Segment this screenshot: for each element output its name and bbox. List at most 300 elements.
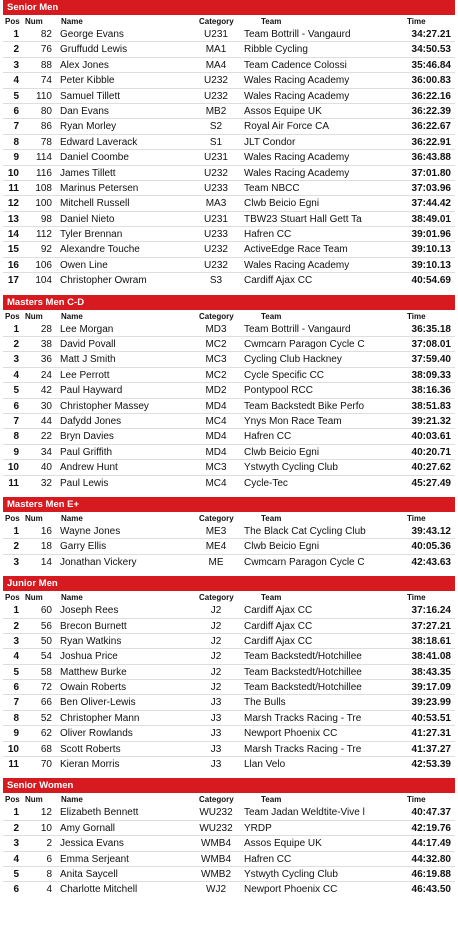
cell-team: Hafren CC <box>244 229 292 241</box>
cell-time: 34:50.53 <box>411 44 451 56</box>
cell-num: 6 <box>46 853 52 865</box>
cell-name: Ryan Watkins <box>60 635 122 647</box>
cell-name: Joseph Rees <box>60 605 119 617</box>
cell-category: J2 <box>210 635 222 647</box>
cell-category: MC3 <box>205 462 227 474</box>
cell-num: 60 <box>40 605 52 617</box>
column-header-name: Name <box>61 513 83 523</box>
cell-time: 35:46.84 <box>411 59 451 71</box>
cell-category: S3 <box>209 275 223 287</box>
column-header-category: Category <box>199 593 234 603</box>
cell-team: Pontypool RCC <box>244 385 313 397</box>
result-row <box>3 181 455 196</box>
cell-pos: 5 <box>13 666 19 678</box>
cell-team: Cardiff Ajax CC <box>244 620 313 632</box>
result-row <box>3 135 455 150</box>
cell-name: Lee Morgan <box>60 323 114 335</box>
result-row <box>3 42 455 57</box>
cell-pos: 4 <box>13 75 19 87</box>
cell-time: 40:53.51 <box>411 712 451 724</box>
cell-num: 38 <box>40 339 52 351</box>
cell-team: Wales Racing Academy <box>244 167 350 179</box>
column-header-num: Num <box>25 311 43 321</box>
cell-num: 52 <box>40 712 52 724</box>
section-title: Masters Men E+ <box>3 497 455 512</box>
cell-time: 36:22.67 <box>411 121 451 133</box>
column-header-num: Num <box>25 513 43 523</box>
cell-time: 37:01.80 <box>411 167 451 179</box>
result-row <box>3 166 455 181</box>
cell-name: Bryn Davies <box>60 431 114 443</box>
cell-time: 38:18.61 <box>411 635 451 647</box>
column-header-team: Team <box>261 311 282 321</box>
cell-time: 39:10.13 <box>411 259 451 271</box>
cell-pos: 2 <box>13 620 19 632</box>
cell-team: Team Backstedt/Hotchillee <box>244 682 362 694</box>
cell-pos: 3 <box>13 354 19 366</box>
cell-name: Lee Perrott <box>60 369 110 381</box>
cell-pos: 6 <box>13 884 19 896</box>
cell-pos: 3 <box>13 838 19 850</box>
cell-num: 22 <box>40 431 52 443</box>
cell-name: Marinus Petersen <box>60 182 139 194</box>
cell-pos: 6 <box>13 400 19 412</box>
cell-name: Amy Gornall <box>60 822 116 834</box>
cell-team: Cycling Club Hackney <box>244 354 342 366</box>
cell-category: ME4 <box>205 541 227 553</box>
section-title: Senior Men <box>3 0 455 15</box>
cell-time: 36:35.18 <box>411 323 451 335</box>
cell-team: JLT Condor <box>244 136 296 148</box>
cell-num: 16 <box>40 525 52 537</box>
cell-name: Matthew Burke <box>60 666 127 678</box>
cell-category: S2 <box>209 121 223 133</box>
cell-name: Jonathan Vickery <box>60 556 137 568</box>
cell-num: 74 <box>40 75 52 87</box>
cell-time: 42:43.63 <box>411 556 451 568</box>
cell-time: 44:17.49 <box>411 838 451 850</box>
cell-team: Llan Velo <box>244 759 286 771</box>
cell-time: 46:43.50 <box>411 884 451 896</box>
column-header-pos: Pos <box>5 17 20 26</box>
result-row <box>3 119 455 134</box>
cell-time: 37:16.24 <box>411 605 451 617</box>
column-header-row <box>3 793 455 805</box>
result-row <box>3 460 455 475</box>
cell-name: Ryan Morley <box>60 121 117 133</box>
cell-time: 37:08.01 <box>411 339 451 351</box>
result-row <box>3 337 455 352</box>
cell-time: 41:27.31 <box>411 728 451 740</box>
cell-category: MD4 <box>205 400 227 412</box>
cell-pos: 9 <box>13 728 19 740</box>
cell-time: 46:19.88 <box>411 868 451 880</box>
cell-num: 4 <box>46 884 52 896</box>
cell-name: Charlotte Mitchell <box>60 884 138 896</box>
cell-category: U233 <box>204 229 228 241</box>
cell-time: 40:03.61 <box>411 431 451 443</box>
cell-pos: 7 <box>13 697 19 709</box>
cell-name: Elizabeth Bennett <box>60 807 139 819</box>
results-sheet <box>3 0 455 898</box>
cell-pos: 5 <box>13 90 19 102</box>
column-header-time: Time <box>407 311 426 321</box>
cell-time: 37:59.40 <box>411 354 451 366</box>
result-row <box>3 196 455 211</box>
cell-name: Christopher Massey <box>60 400 149 412</box>
result-row <box>3 757 455 772</box>
cell-pos: 4 <box>13 651 19 663</box>
result-row <box>3 429 455 444</box>
cell-pos: 8 <box>13 712 19 724</box>
cell-category: J3 <box>210 697 222 709</box>
cell-category: MC4 <box>205 477 227 489</box>
cell-category: MD4 <box>205 431 227 443</box>
cell-time: 39:21.32 <box>411 415 451 427</box>
cell-team: Marsh Tracks Racing - Tre <box>244 743 362 755</box>
result-row <box>3 555 455 570</box>
cell-category: U232 <box>204 90 228 102</box>
cell-category: U232 <box>204 167 228 179</box>
cell-team: Clwb Beicio Egni <box>244 446 320 458</box>
cell-name: Anita Saycell <box>60 868 118 880</box>
column-header-name: Name <box>61 593 83 603</box>
result-row <box>3 399 455 414</box>
cell-team: Ynys Mon Race Team <box>244 415 342 427</box>
column-header-category: Category <box>199 17 234 26</box>
cell-pos: 1 <box>13 525 19 537</box>
cell-num: 114 <box>36 152 52 164</box>
cell-num: 12 <box>40 807 52 819</box>
results-section <box>3 497 455 570</box>
result-row <box>3 603 455 618</box>
cell-pos: 10 <box>7 167 19 179</box>
cell-num: 56 <box>40 620 52 632</box>
results-section <box>3 295 455 491</box>
cell-num: 10 <box>40 822 52 834</box>
cell-name: Gruffudd Lewis <box>60 44 128 56</box>
cell-num: 62 <box>40 728 52 740</box>
cell-pos: 3 <box>13 59 19 71</box>
cell-name: Paul Lewis <box>60 477 109 489</box>
cell-pos: 3 <box>13 556 19 568</box>
cell-name: Alex Jones <box>60 59 109 71</box>
cell-team: The Black Cat Cycling Club <box>244 525 366 537</box>
column-header-row <box>3 15 455 27</box>
cell-team: Team Backstedt/Hotchillee <box>244 651 362 663</box>
cell-pos: 4 <box>13 853 19 865</box>
cell-category: S1 <box>209 136 223 148</box>
column-header-category: Category <box>199 513 234 523</box>
cell-team: Wales Racing Academy <box>244 259 350 271</box>
cell-num: 116 <box>36 167 52 179</box>
cell-team: Wales Racing Academy <box>244 152 350 164</box>
cell-pos: 5 <box>13 868 19 880</box>
column-header-team: Team <box>261 513 282 523</box>
cell-pos: 7 <box>13 415 19 427</box>
cell-name: Alexandre Touche <box>60 244 140 256</box>
cell-category: MA3 <box>205 198 227 210</box>
cell-num: 44 <box>40 415 52 427</box>
cell-team: Wales Racing Academy <box>244 75 350 87</box>
section-title: Masters Men C-D <box>3 295 455 310</box>
cell-name: Jessica Evans <box>60 838 124 850</box>
result-row <box>3 852 455 867</box>
column-header-time: Time <box>407 795 426 805</box>
cell-category: WJ2 <box>206 884 226 896</box>
cell-time: 36:00.83 <box>411 75 451 87</box>
cell-num: 100 <box>35 198 52 210</box>
section-title: Junior Men <box>3 576 455 591</box>
cell-num: 98 <box>40 213 52 225</box>
cell-pos: 2 <box>13 44 19 56</box>
cell-name: Owen Line <box>60 259 108 271</box>
result-row <box>3 273 455 288</box>
column-header-num: Num <box>25 795 43 805</box>
cell-name: Matt J Smith <box>60 354 116 366</box>
cell-team: Assos Equipe UK <box>244 838 322 850</box>
result-row <box>3 695 455 710</box>
cell-category: MD4 <box>205 446 227 458</box>
result-row <box>3 58 455 73</box>
results-section <box>3 576 455 772</box>
cell-num: 50 <box>40 635 52 647</box>
cell-num: 106 <box>35 259 52 271</box>
cell-team: Cardiff Ajax CC <box>244 275 313 287</box>
column-header-name: Name <box>61 311 83 321</box>
result-row <box>3 524 455 539</box>
cell-category: MC2 <box>205 339 227 351</box>
column-header-row <box>3 310 455 322</box>
cell-category: MD3 <box>205 323 227 335</box>
cell-category: J2 <box>210 605 222 617</box>
cell-pos: 14 <box>7 229 19 241</box>
cell-time: 39:43.12 <box>411 525 451 537</box>
result-row <box>3 73 455 88</box>
result-row <box>3 445 455 460</box>
cell-category: WU232 <box>199 807 233 819</box>
cell-pos: 11 <box>8 182 19 194</box>
cell-num: 72 <box>40 682 52 694</box>
cell-name: Dan Evans <box>60 105 109 117</box>
cell-time: 39:01.96 <box>411 229 451 241</box>
cell-name: Edward Laverack <box>60 136 138 148</box>
result-row <box>3 27 455 42</box>
cell-name: Paul Hayward <box>60 385 123 397</box>
cell-name: Joshua Price <box>60 651 118 663</box>
cell-category: J3 <box>210 728 222 740</box>
result-row <box>3 368 455 383</box>
cell-time: 37:03.96 <box>411 182 451 194</box>
cell-team: Cycle Specific CC <box>244 369 325 381</box>
cell-time: 34:27.21 <box>411 29 451 40</box>
cell-team: TBW23 Stuart Hall Gett Ta <box>244 213 362 225</box>
column-header-team: Team <box>261 795 282 805</box>
cell-num: 70 <box>40 759 52 771</box>
cell-pos: 16 <box>7 259 19 271</box>
cell-team: Clwb Beicio Egni <box>244 198 320 210</box>
cell-category: U232 <box>204 259 228 271</box>
cell-num: 58 <box>40 666 52 678</box>
cell-time: 37:44.42 <box>411 198 451 210</box>
cell-pos: 2 <box>13 339 19 351</box>
column-header-pos: Pos <box>5 593 20 603</box>
cell-category: U231 <box>204 29 228 40</box>
result-row <box>3 322 455 337</box>
cell-category: ME3 <box>205 525 227 537</box>
cell-num: 28 <box>40 323 52 335</box>
cell-team: Newport Phoenix CC <box>244 728 338 740</box>
column-header-row <box>3 512 455 524</box>
cell-time: 40:47.37 <box>411 807 451 819</box>
cell-time: 37:27.21 <box>411 620 451 632</box>
cell-team: Cycle-Tec <box>244 477 288 489</box>
cell-pos: 15 <box>7 244 19 256</box>
cell-team: Hafren CC <box>244 431 292 443</box>
cell-time: 36:22.16 <box>411 90 451 102</box>
cell-time: 39:10.13 <box>411 244 451 256</box>
cell-name: Dafydd Jones <box>60 415 122 427</box>
cell-category: U232 <box>204 244 228 256</box>
cell-name: Andrew Hunt <box>60 462 118 474</box>
cell-category: MA4 <box>205 59 227 71</box>
cell-name: Ben Oliver-Lewis <box>60 697 136 709</box>
cell-name: James Tillett <box>60 167 116 179</box>
cell-category: J3 <box>210 759 222 771</box>
cell-num: 86 <box>40 121 52 133</box>
cell-pos: 1 <box>13 605 19 617</box>
cell-num: 78 <box>40 136 52 148</box>
cell-num: 82 <box>40 29 52 40</box>
cell-time: 45:27.49 <box>411 477 451 489</box>
cell-num: 18 <box>40 541 52 553</box>
cell-category: WMB2 <box>201 868 231 880</box>
cell-team: Team Bottrill - Vangaurd <box>244 29 351 40</box>
cell-team: Cardiff Ajax CC <box>244 605 313 617</box>
result-row <box>3 634 455 649</box>
result-row <box>3 726 455 741</box>
cell-time: 39:23.99 <box>411 697 451 709</box>
cell-name: Garry Ellis <box>60 541 107 553</box>
cell-team: Assos Equipe UK <box>244 105 322 117</box>
cell-name: Christopher Owram <box>60 275 147 287</box>
cell-num: 92 <box>40 244 52 256</box>
cell-pos: 6 <box>13 682 19 694</box>
cell-category: ME <box>208 556 224 568</box>
column-header-name: Name <box>61 795 83 805</box>
column-header-category: Category <box>199 795 234 805</box>
cell-category: MB2 <box>205 105 227 117</box>
cell-num: 36 <box>40 354 52 366</box>
result-row <box>3 89 455 104</box>
column-header-num: Num <box>25 593 43 603</box>
result-row <box>3 882 455 897</box>
result-row <box>3 150 455 165</box>
cell-time: 38:16.36 <box>411 385 451 397</box>
cell-category: J2 <box>210 620 222 632</box>
cell-num: 14 <box>40 556 52 568</box>
cell-pos: 1 <box>13 807 19 819</box>
cell-category: U231 <box>204 213 228 225</box>
cell-time: 40:20.71 <box>411 446 451 458</box>
result-row <box>3 742 455 757</box>
cell-num: 8 <box>46 868 52 880</box>
result-row <box>3 867 455 882</box>
cell-pos: 12 <box>7 198 19 210</box>
column-header-num: Num <box>25 17 43 26</box>
cell-time: 38:49.01 <box>411 213 451 225</box>
cell-category: J3 <box>210 743 222 755</box>
column-header-team: Team <box>261 593 282 603</box>
cell-name: Oliver Rowlands <box>60 728 133 740</box>
cell-pos: 9 <box>13 152 19 164</box>
cell-time: 44:32.80 <box>411 853 451 865</box>
cell-team: Team Backstedt/Hotchillee <box>244 666 362 678</box>
cell-time: 38:51.83 <box>411 400 451 412</box>
cell-name: Tyler Brennan <box>60 229 123 241</box>
cell-category: U231 <box>204 152 228 164</box>
results-section <box>3 778 455 897</box>
column-header-time: Time <box>407 513 426 523</box>
cell-category: MD2 <box>205 385 227 397</box>
cell-name: Samuel Tillett <box>60 90 121 102</box>
cell-name: Emma Serjeant <box>60 853 129 865</box>
cell-team: Team Jadan Weldtite-Vive l <box>244 807 365 819</box>
cell-pos: 3 <box>13 635 19 647</box>
cell-team: Ystwyth Cycling Club <box>244 462 338 474</box>
result-row <box>3 352 455 367</box>
cell-name: Paul Griffith <box>60 446 113 458</box>
result-row <box>3 805 455 820</box>
result-row <box>3 414 455 429</box>
column-header-pos: Pos <box>5 513 20 523</box>
result-row <box>3 227 455 242</box>
cell-num: 80 <box>40 105 52 117</box>
result-row <box>3 476 455 491</box>
cell-team: The Bulls <box>244 697 286 709</box>
cell-num: 54 <box>40 651 52 663</box>
cell-num: 88 <box>40 59 52 71</box>
cell-pos: 2 <box>13 822 19 834</box>
cell-time: 36:22.91 <box>411 136 451 148</box>
result-row <box>3 649 455 664</box>
results-section <box>3 0 455 289</box>
cell-team: Marsh Tracks Racing - Tre <box>244 712 362 724</box>
cell-pos: 2 <box>13 541 19 553</box>
column-header-name: Name <box>61 17 83 26</box>
result-row <box>3 619 455 634</box>
column-header-team: Team <box>261 17 282 26</box>
cell-category: U232 <box>204 75 228 87</box>
cell-name: Kieran Morris <box>60 759 120 771</box>
cell-num: 110 <box>36 90 52 102</box>
cell-num: 68 <box>40 743 52 755</box>
cell-team: Ystwyth Cycling Club <box>244 868 338 880</box>
cell-name: Christopher Mann <box>60 712 140 724</box>
result-row <box>3 680 455 695</box>
cell-category: WMB4 <box>201 853 231 865</box>
cell-name: George Evans <box>60 29 124 40</box>
cell-team: Newport Phoenix CC <box>244 884 338 896</box>
result-row <box>3 242 455 257</box>
cell-category: J2 <box>210 682 222 694</box>
cell-category: MC2 <box>205 369 227 381</box>
cell-team: Cardiff Ajax CC <box>244 635 313 647</box>
cell-name: Owain Roberts <box>60 682 127 694</box>
cell-category: U233 <box>204 182 228 194</box>
result-row <box>3 539 455 554</box>
cell-name: Daniel Coombe <box>60 152 129 164</box>
